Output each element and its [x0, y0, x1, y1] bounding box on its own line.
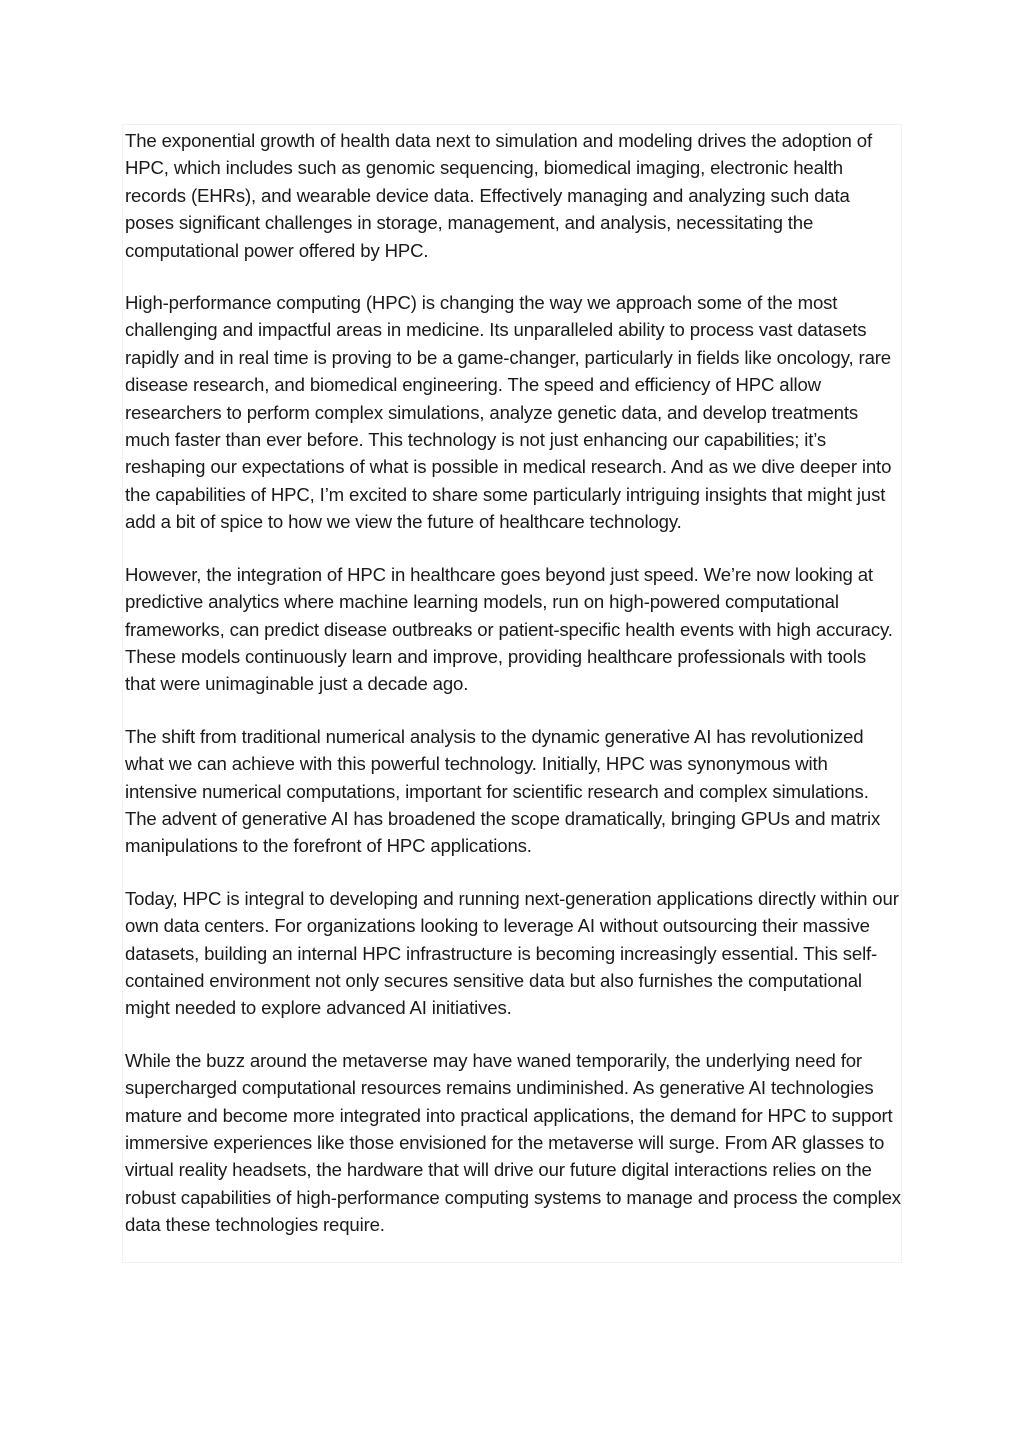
paragraph-3: However, the integration of HPC in healthcare goes beyond just speed. We’re now looking at predictive analytics where machine learning models, run on high-powered computational frameworks, can predict disease outbreaks or patient-specific health events with high accuracy. These models continuously learn and improve, providing healthcare professionals with tools that were unimaginable just a decade ago. [125, 563, 893, 695]
text-block [122, 124, 902, 1263]
paragraph-2: High-performance computing (HPC) is changing the way we approach some of the most challenging and impactful areas in medicine. Its unparalleled ability to process vast datasets rapidly and in real time is proving to be a game-changer, particularly in fields like oncology, rare disease research, and biomedical engineering. The speed and efficiency of HPC allow researchers to perform complex simulations, analyze genetic data, and develop treatments much faster than ever before. This technology is not just enhancing our capabilities; it’s reshaping our expectations of what is possible in medical research. And as we dive deeper into the capabilities of HPC, I’m excited to share some particularly intriguing insights that might just add a bit of spice to how we view the future of healthcare technology. [125, 292, 892, 533]
paragraph-4: The shift from traditional numerical analysis to the dynamic generative AI has revolutionized what we can achieve with this powerful technology. Initially, HPC was synonymous with intensive numerical computations, important for scientific research and complex simulations. The advent of generative AI has broadened the scope dramatically, bringing GPUs and matrix manipulations to the forefront of HPC applications. [125, 725, 881, 857]
paragraph-1: The exponential growth of health data next to simulation and modeling drives the adoption of HPC, which includes such as genomic sequencing, biomedical imaging, electronic health records (EHRs), and wearable device data. Effectively managing and analyzing such data poses significant challenges in storage, management, and analysis, necessitating the computational power offered by HPC. [125, 130, 872, 261]
paragraph-6: While the buzz around the metaverse may have waned temporarily, the underlying need for supercharged computational resources remains undiminished. As generative AI technologies mature and become more integrated into practical applications, the demand for HPC to support immersive experiences like those envisioned for the metaverse will surge. From AR glasses to virtual reality headsets, the hardware that will drive our future digital interactions relies on the robust capabilities of high-performance computing systems to manage and process the complex data these technologies require. [125, 1049, 901, 1236]
paragraph-5: Today, HPC is integral to developing and running next-generation applications directly within our own data centers. For organizations looking to leverage AI without outsourcing their massive datasets, building an internal HPC infrastructure is becoming increasingly essential. This self-contained environment not only secures sensitive data but also furnishes the computational might needed to explore advanced AI initiatives. [125, 887, 899, 1019]
